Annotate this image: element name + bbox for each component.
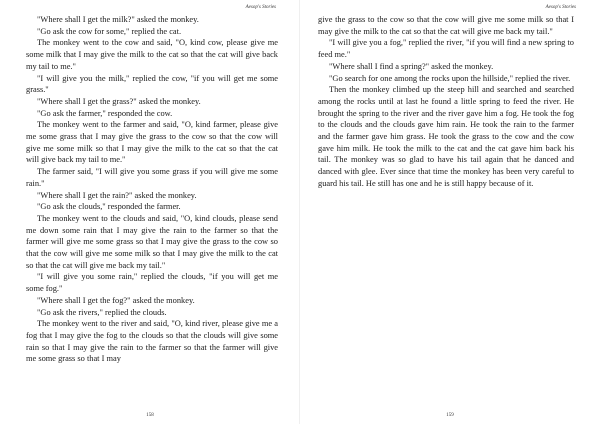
paragraph: "Go search for one among the rocks upon the hillside," replied the river. <box>329 73 571 83</box>
paragraph: The monkey went to the farmer and said, "O, kind farmer, please give me some grass that I may give the grass to the cow so that the cow will give me some milk so that I may give the milk to the cat so that the cat will give back my tail to me." <box>26 120 278 165</box>
paragraph: "Where shall I get the fog?" asked the monkey. <box>37 295 195 305</box>
paragraph: "Go ask the rivers," replied the clouds. <box>37 307 167 317</box>
right-page <box>300 0 600 424</box>
paragraph: Then the monkey climbed up the steep hill and searched and searched among the rocks until at last he found a little spring to feed the river. He brought the spring to the river and the river gave him a fog. He took the fog to the clouds and the clouds gave him rain. He took the rain to the farmer and the farmer gave him grass. He took the grass to the cow and the cow gave him milk. He took the milk to the cat and the cat gave him back his tail. The monkey was so glad to have his tail again that he danced and danced with glee. Ever since that time the monkey has been very careful to guard his tail. He still has one and he is still happy because of it. <box>318 85 574 188</box>
page-body <box>318 14 574 190</box>
paragraph: "Go ask the farmer," responded the cow. <box>37 108 173 118</box>
paragraph: The monkey went to the cow and said, "O, kind cow, please give me some milk that I may give the milk to the cat so that the cat will give back my tail to me." <box>26 38 278 71</box>
paragraph: "Go ask the cow for some," replied the cat. <box>37 26 182 36</box>
page-number: 158 <box>146 413 154 418</box>
paragraph: "Go ask the clouds," responded the farmer. <box>37 202 181 212</box>
paragraph: "I will give you the milk," replied the cow, "if you will get me some grass." <box>26 73 278 95</box>
paragraph: "I will give you some rain," replied the clouds, "if you will get me some fog." <box>26 272 278 294</box>
paragraph: The monkey went to the river and said, "O, kind river, please give me a fog that I may give the fog to the clouds so that the clouds will give some rain so that I may give the rain to the farmer so that the farmer will give me some grass so that I may <box>26 319 278 364</box>
paragraph: The farmer said, "I will give you some grass if you will give me some rain." <box>26 167 278 188</box>
page-body <box>26 14 278 365</box>
running-head: Aesop's Stories <box>545 5 576 10</box>
page-number: 159 <box>446 413 454 418</box>
paragraph: "Where shall I get the rain?" asked the monkey. <box>37 190 197 200</box>
paragraph: give the grass to the cow so that the cow will give me some milk so that I may give the milk to the cat so that the cat will give me back my tail." <box>318 15 574 36</box>
paragraph: "I will give you a fog," replied the river, "if you will find a new spring to feed me." <box>318 38 574 60</box>
running-head: Aesop's Stories <box>245 5 276 10</box>
paragraph: "Where shall I find a spring?" asked the monkey. <box>329 61 494 71</box>
paragraph: "Where shall I get the milk?" asked the monkey. <box>37 15 199 24</box>
paragraph: "Where shall I get the grass?" asked the monkey. <box>37 96 201 106</box>
paragraph: The monkey went to the clouds and said, "O, kind clouds, please send me down some rain that I may give the rain to the farmer so that the farmer will give me some grass so that I may give the grass to the cow so that the cow will give me some milk so that I may give the milk to the cat so that the cat will give me back my tail." <box>26 213 278 270</box>
